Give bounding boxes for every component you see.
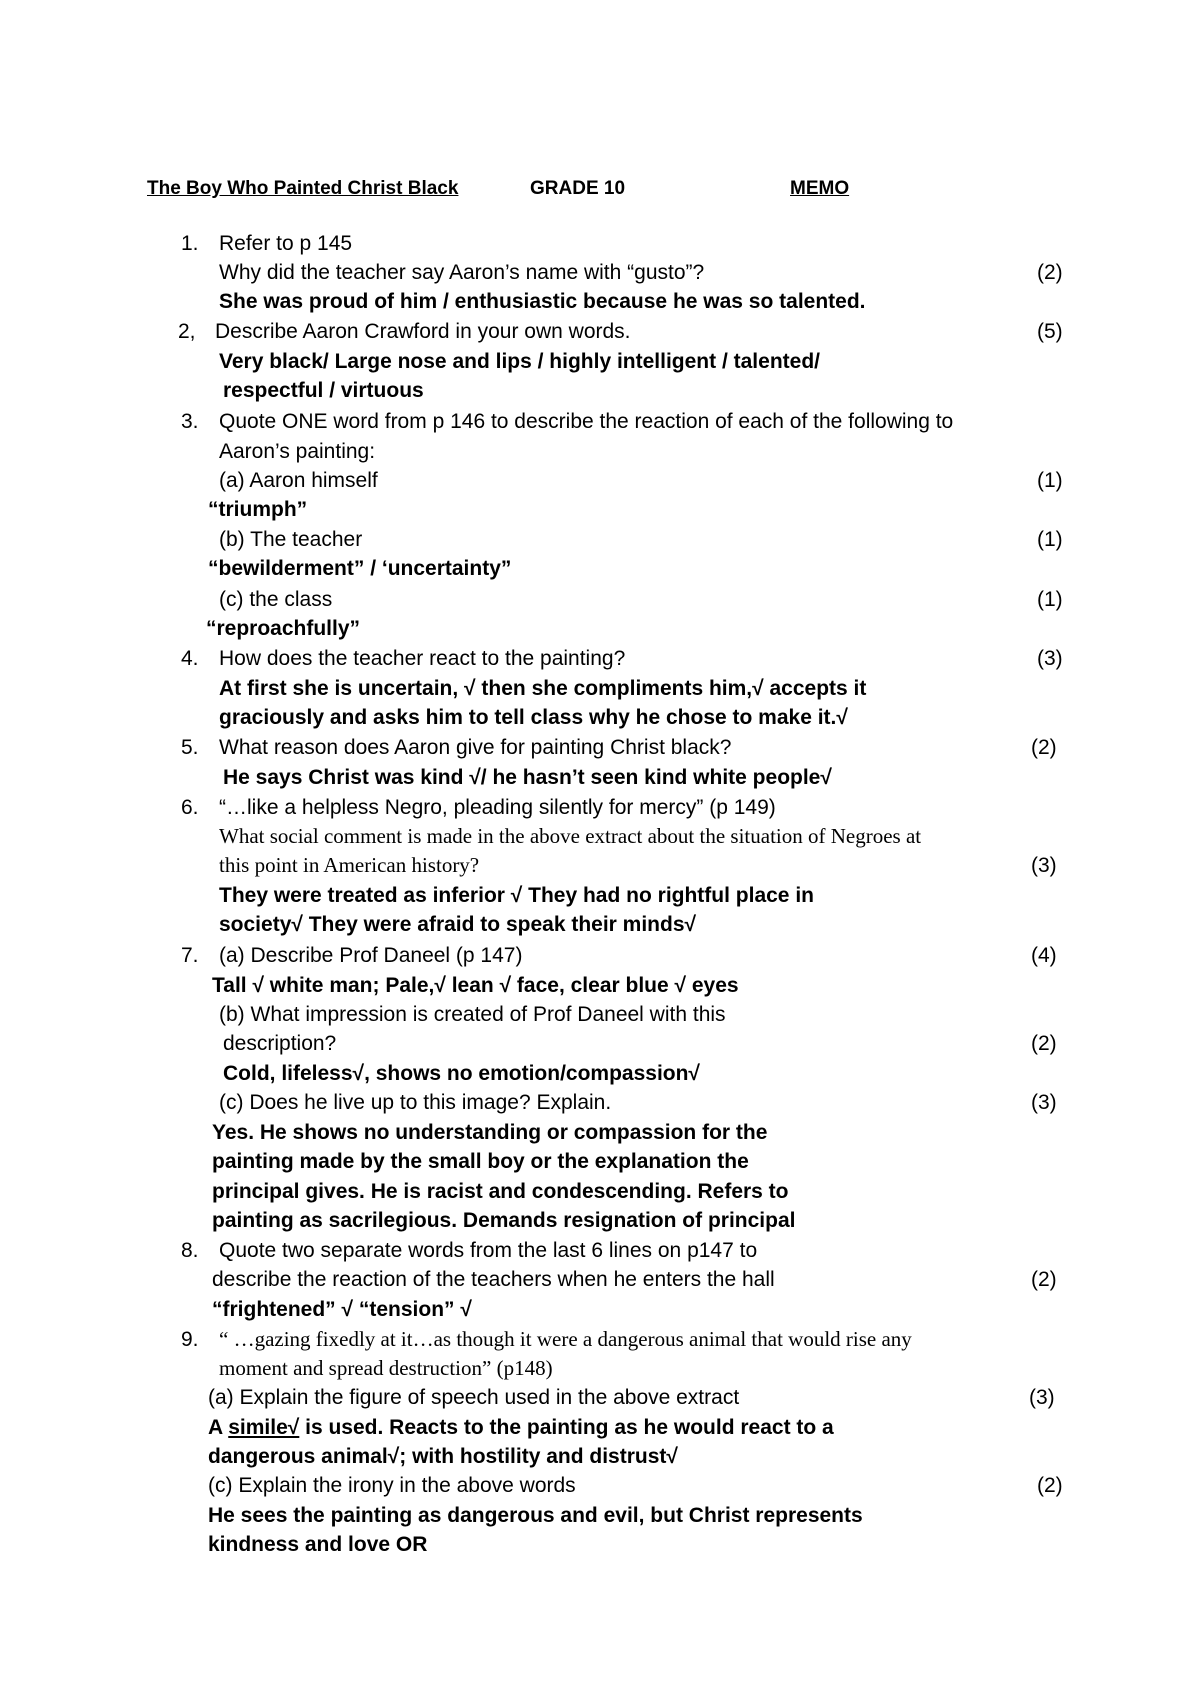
answer-text [208,1417,834,1438]
question-text: Aaron’s painting: [219,440,376,463]
question-text: Why did the teacher say Aaron’s name with “gusto”? [219,261,705,284]
answer-text: Very black/ Large nose and lips / highly intelligent / talented/ [219,350,820,373]
subquestion-text: (c) the class [219,588,333,611]
question-text: What reason does Aaron give for painting Christ black? [219,736,732,759]
question-number: 6. [181,796,199,819]
answer-text: society√ They were afraid to speak their minds√ [219,913,697,936]
subquestion-text: (c) Explain the irony in the above words [208,1474,576,1497]
answer-text: At first she is uncertain, √ then she compliments him,√ accepts it [219,677,867,700]
question-number: 2, [178,320,196,343]
question-text: Quote ONE word from p 146 to describe the reaction of each of the following to [219,410,954,433]
question-number: 9. [181,1328,199,1351]
answer-text: He sees the painting as dangerous and evil, but Christ represents [208,1504,863,1527]
mark-allocation: (3) [1031,854,1057,877]
question-text: What social comment is made in the above extract about the situation of Negroes at [219,824,922,848]
question-text: “…like a helpless Negro, pleading silently for mercy” (p 149) [219,796,776,819]
mark-allocation: (1) [1037,528,1063,551]
mark-allocation: (2) [1031,1268,1057,1291]
answer-text: She was proud of him / enthusiastic because he was so talented. [219,290,866,313]
answer-text: painting made by the small boy or the explanation the [212,1150,749,1173]
subquestion-text: (b) What impression is created of Prof Daneel with this [219,1003,726,1026]
question-text: describe the reaction of the teachers when he enters the hall [212,1268,775,1291]
answer-text: painting as sacrilegious. Demands resignation of principal [212,1209,796,1232]
answer-text: principal gives. He is racist and condescending. Refers to [212,1180,789,1203]
mark-allocation: (3) [1037,647,1063,670]
answer-text: dangerous animal√; with hostility and distrust√ [208,1445,678,1468]
underlined-term: simile√ [228,1416,300,1439]
answer-text: He says Christ was kind √/ he hasn’t seen kind white people√ [223,766,832,789]
grade-label: GRADE 10 [530,178,626,199]
question-number: 1. [181,232,199,255]
subquestion-text: (b) The teacher [219,528,363,551]
document-title: The Boy Who Painted Christ Black [147,178,459,199]
mark-allocation: (5) [1037,320,1063,343]
question-text: Describe Aaron Crawford in your own words. [215,320,631,343]
memo-label: MEMO [790,178,850,199]
answer-text: respectful / virtuous [223,379,424,402]
question-text: Refer to p 145 [219,232,353,255]
answer-text: “triumph” [208,498,308,521]
question-text: Quote two separate words from the last 6 lines on p147 to [219,1239,758,1262]
subquestion-text: description? [223,1032,337,1055]
answer-text: Yes. He shows no understanding or compassion for the [212,1121,768,1144]
answer-text: “bewilderment” / ‘uncertainty” [208,557,512,580]
question-number: 8. [181,1239,199,1262]
answer-prefix: A [208,1416,229,1439]
question-text: How does the teacher react to the painting? [219,647,626,670]
question-number: 4. [181,647,199,670]
answer-text: Cold, lifeless√, shows no emotion/compassion√ [223,1062,700,1085]
subquestion-text: (a) Explain the figure of speech used in the above extract [208,1386,740,1409]
answer-text: graciously and asks him to tell class why he chose to make it.√ [219,706,848,729]
answer-text: Tall √ white man; Pale,√ lean √ face, clear blue √ eyes [212,974,739,997]
question-text: this point in American history? [219,853,480,877]
mark-allocation: (1) [1037,469,1063,492]
answer-text: They were treated as inferior √ They had no rightful place in [219,884,814,907]
question-number: 5. [181,736,199,759]
subquestion-text: (c) Does he live up to this image? Explain. [219,1091,612,1114]
subquestion-text: (a) Aaron himself [219,469,378,492]
mark-allocation: (2) [1031,1032,1057,1055]
answer-text: “frightened” √ “tension” √ [212,1298,472,1321]
mark-allocation: (1) [1037,588,1063,611]
question-text: “ …gazing fixedly at it…as though it were a dangerous animal that would rise any [219,1327,912,1351]
mark-allocation: (2) [1037,261,1063,284]
mark-allocation: (3) [1031,1091,1057,1114]
answer-rest: is used. Reacts to the painting as he would react to a [299,1416,834,1439]
mark-allocation: (2) [1031,736,1057,759]
mark-allocation: (3) [1029,1386,1055,1409]
answer-text: kindness and love OR [208,1533,428,1556]
question-number: 3. [181,410,199,433]
mark-allocation: (4) [1031,944,1057,967]
question-number: 7. [181,944,199,967]
mark-allocation: (2) [1037,1474,1063,1497]
question-text: (a) Describe Prof Daneel (p 147) [219,944,523,967]
question-text: moment and spread destruction” (p148) [219,1356,553,1380]
answer-text: “reproachfully” [206,617,361,640]
